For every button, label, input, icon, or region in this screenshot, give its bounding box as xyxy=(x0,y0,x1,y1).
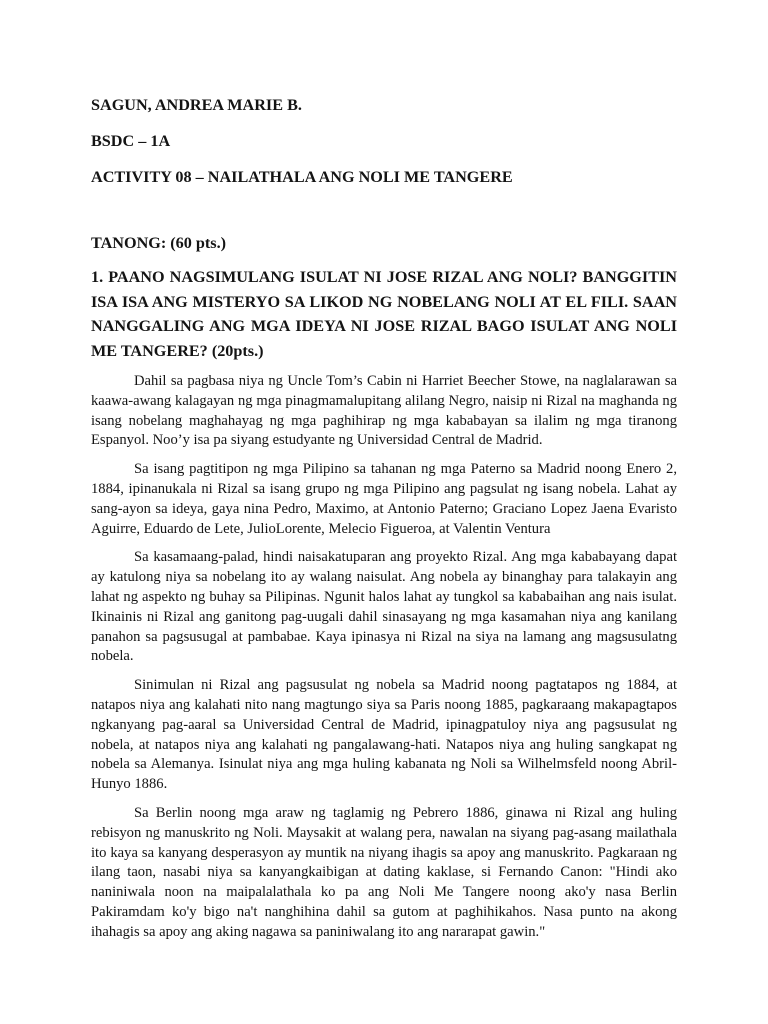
answer-paragraph-3: Sa kasamaang-palad, hindi naisakatuparan ang proyekto Rizal. Ang mga kababayang dapat ay katulong niya sa nobelang ito ay walang naisulat. Ang nobela ay binanghay para talakayin ang lahat ng aspekto ng buhay sa Pilipinas. Ngunit halos lahat ay tungkol sa kababaihan ang nais isulat. Ikinainis ni Rizal ang ganitong pag-uugali dahil sinasayang ng mga kasamahan niya ang kanilang panahon sa pagsusugal at pambabae. Kaya ipinasya ni Rizal na siya na lamang ang magsusulatng nobela. xyxy=(91,549,677,665)
answer-paragraph-2: Sa isang pagtitipon ng mga Pilipino sa tahanan ng mga Paterno sa Madrid noong Enero 2, 1884, ipinanukala ni Rizal sa isang grupo ng mga Pilipino ang pagsulat ng isang nobela. Lahat ay sang-ayon sa ideya, gaya nina Pedro, Maximo, at Antonio Paterno; Graciano Lopez Jaena Evaristo Aguirre, Eduardo de Lete, JulioLorente, Melecio Figueroa, at Valentin Ventura xyxy=(91,461,677,537)
student-name: SAGUN, ANDREA MARIE B. xyxy=(91,96,302,114)
document-page xyxy=(91,95,677,943)
activity-title: ACTIVITY 08 – NAILATHALA ANG NOLI ME TANGERE xyxy=(91,168,513,186)
course-section: BSDC – 1A xyxy=(91,132,171,150)
answer-paragraph-5: Sa Berlin noong mga araw ng taglamig ng Pebrero 1886, ginawa ni Rizal ang huling rebisyon ng manuskrito ng Noli. Maysakit at walang pera, nawalan na siyang pag-asang mailathala ito kaya sa kanyang desperasyon ay muntik na niyang ihagis sa apoy ang manuskrito. Pagkaraan ng ilang taon, nasabi niya sa kanyangkaibigan at dating kaklase, si Fernando Canon: "Hindi ako naniniwala noon na maipalalathala ko pa ang Noli Me Tangere noong ako'y nasa Berlin Pakiramdam ko'y bigo na't nanghihina dahil sa gutom at paghihikahos. Nasa punto na akong ihahagis sa apoy ang aking nagawa sa paniniwalang ito ang nararapat gawin." xyxy=(91,804,677,940)
question-1: 1. PAANO NAGSIMULANG ISULAT NI JOSE RIZAL ANG NOLI? BANGGITIN ISA ISA ANG MISTERYO SA LIKOD NG NOBELANG NOLI AT EL FILI. SAAN NANGGALING ANG MGA IDEYA NI JOSE RIZAL BAGO ISULAT ANG NOLI ME TANGERE? (20pts.) xyxy=(91,268,677,360)
answer-paragraph-1: Dahil sa pagbasa niya ng Uncle Tom’s Cabin ni Harriet Beecher Stowe, na naglalarawan sa kaawa-awang kalagayan ng mga pinagmamalupitang alilang Negro, naisip ni Rizal na maghanda ng isang nobelang maghahayag ng mga paghihirap ng mga kababayan sa ilalim ng mga tiranong Espanyol. Noo’y isa pa siyang estudyante ng Universidad Central de Madrid. xyxy=(91,373,677,449)
tanong-heading: TANONG: (60 pts.) xyxy=(91,234,227,252)
answer-paragraph-4: Sinimulan ni Rizal ang pagsusulat ng nobela sa Madrid noong pagtatapos ng 1884, at natapos niya ang kalahati nito nang magtungo siya sa Paris noong 1885, pagkaraang makapagtapos ngkanyang pag-aaral sa Universidad Central de Madrid, ipinagpatuloy niya ang pagsusulat ng nobela, at natapos niya ang kalahati ng pangalawang-hati. Natapos niya ang huling sangkapat ng nobela sa Alemanya. Isinulat niya ang mga huling kabanata ng Noli sa Wilhelmsfeld noong Abril-Hunyo 1886. xyxy=(91,677,677,793)
